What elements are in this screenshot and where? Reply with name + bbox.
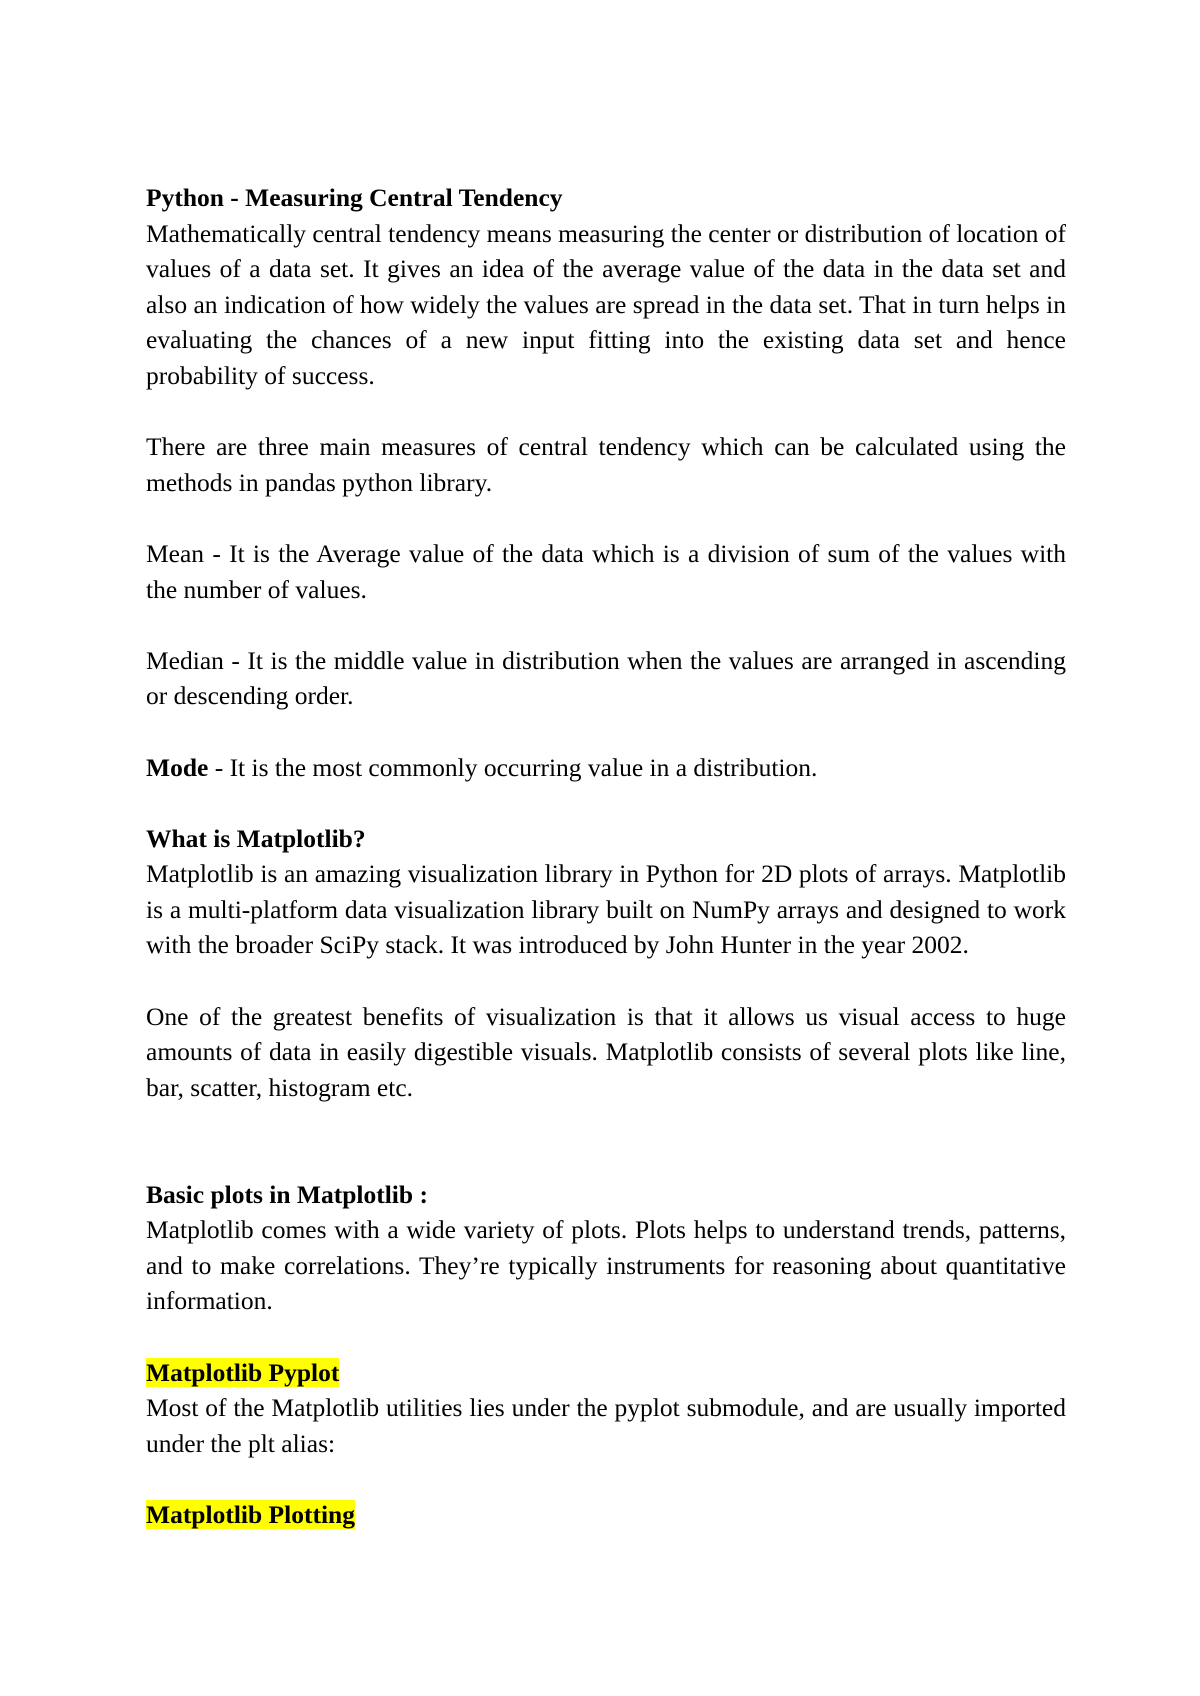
mean-definition: Mean - It is the Average value of the data which is a division of sum of the values with the number of values. xyxy=(146,538,1066,604)
mode-definition xyxy=(146,750,1066,786)
central-tendency-intro: Mathematically central tendency means measuring the center or distribution of location of values of a data set. It gives an idea of the average value of the data in the data set and also an indication of how widely the values are spread in the data set. That in turn helps in evaluating the chances of a new input fitting into the existing data set and hence probability of success. xyxy=(146,218,1066,390)
spacer xyxy=(146,394,1066,430)
pyplot-text: Most of the Matplotlib utilities lies under the pyplot submodule, and are usually imported under the plt alias: xyxy=(146,1393,1066,1458)
spacer xyxy=(146,1461,1066,1497)
section-title-central-tendency: Python - Measuring Central Tendency xyxy=(146,183,563,212)
spacer xyxy=(146,785,1066,821)
section-title-plotting: Matplotlib Plotting xyxy=(146,1499,355,1529)
mode-text: - It is the most commonly occurring value in a distribution. xyxy=(208,752,818,782)
basic-plots-intro: Matplotlib comes with a wide variety of plots. Plots helps to understand trends, patterns, and to make correlations. They’re typically instruments for reasoning about quantitative information. xyxy=(146,1215,1066,1316)
spacer xyxy=(146,963,1066,999)
matplotlib-intro: Matplotlib is an amazing visualization library in Python for 2D plots of arrays. Matplotlib is a multi-platform data visualization library built on NumPy arrays and designed to work with the broader SciPy stack. It was introduced by John Hunter in the year 2002. xyxy=(146,859,1066,960)
spacer xyxy=(146,500,1066,536)
spacer xyxy=(146,714,1066,750)
section-title-basic-plots: Basic plots in Matplotlib : xyxy=(146,1179,428,1209)
document-page xyxy=(146,180,1066,1533)
median-definition: Median - It is the middle value in distribution when the values are arranged in ascending or descending order. xyxy=(146,645,1066,711)
section-title-pyplot: Matplotlib Pyplot xyxy=(146,1357,340,1387)
pyplot-heading-line xyxy=(146,1355,1066,1391)
spacer xyxy=(146,607,1066,643)
matplotlib-benefits: One of the greatest benefits of visualization is that it allows us visual access to huge amounts of data in easily digestible visuals. Matplotlib consists of several plots like line, bar, scatter, histogram etc. xyxy=(146,1001,1066,1102)
section-title-what-is-matplotlib: What is Matplotlib? xyxy=(146,823,366,853)
spacer xyxy=(146,1319,1066,1355)
spacer xyxy=(146,1105,1066,1176)
measures-intro: There are three main measures of central tendency which can be calculated using the methods in pandas python library. xyxy=(146,432,1066,497)
plotting-heading-line xyxy=(146,1497,1066,1533)
mode-label: Mode xyxy=(146,752,209,782)
